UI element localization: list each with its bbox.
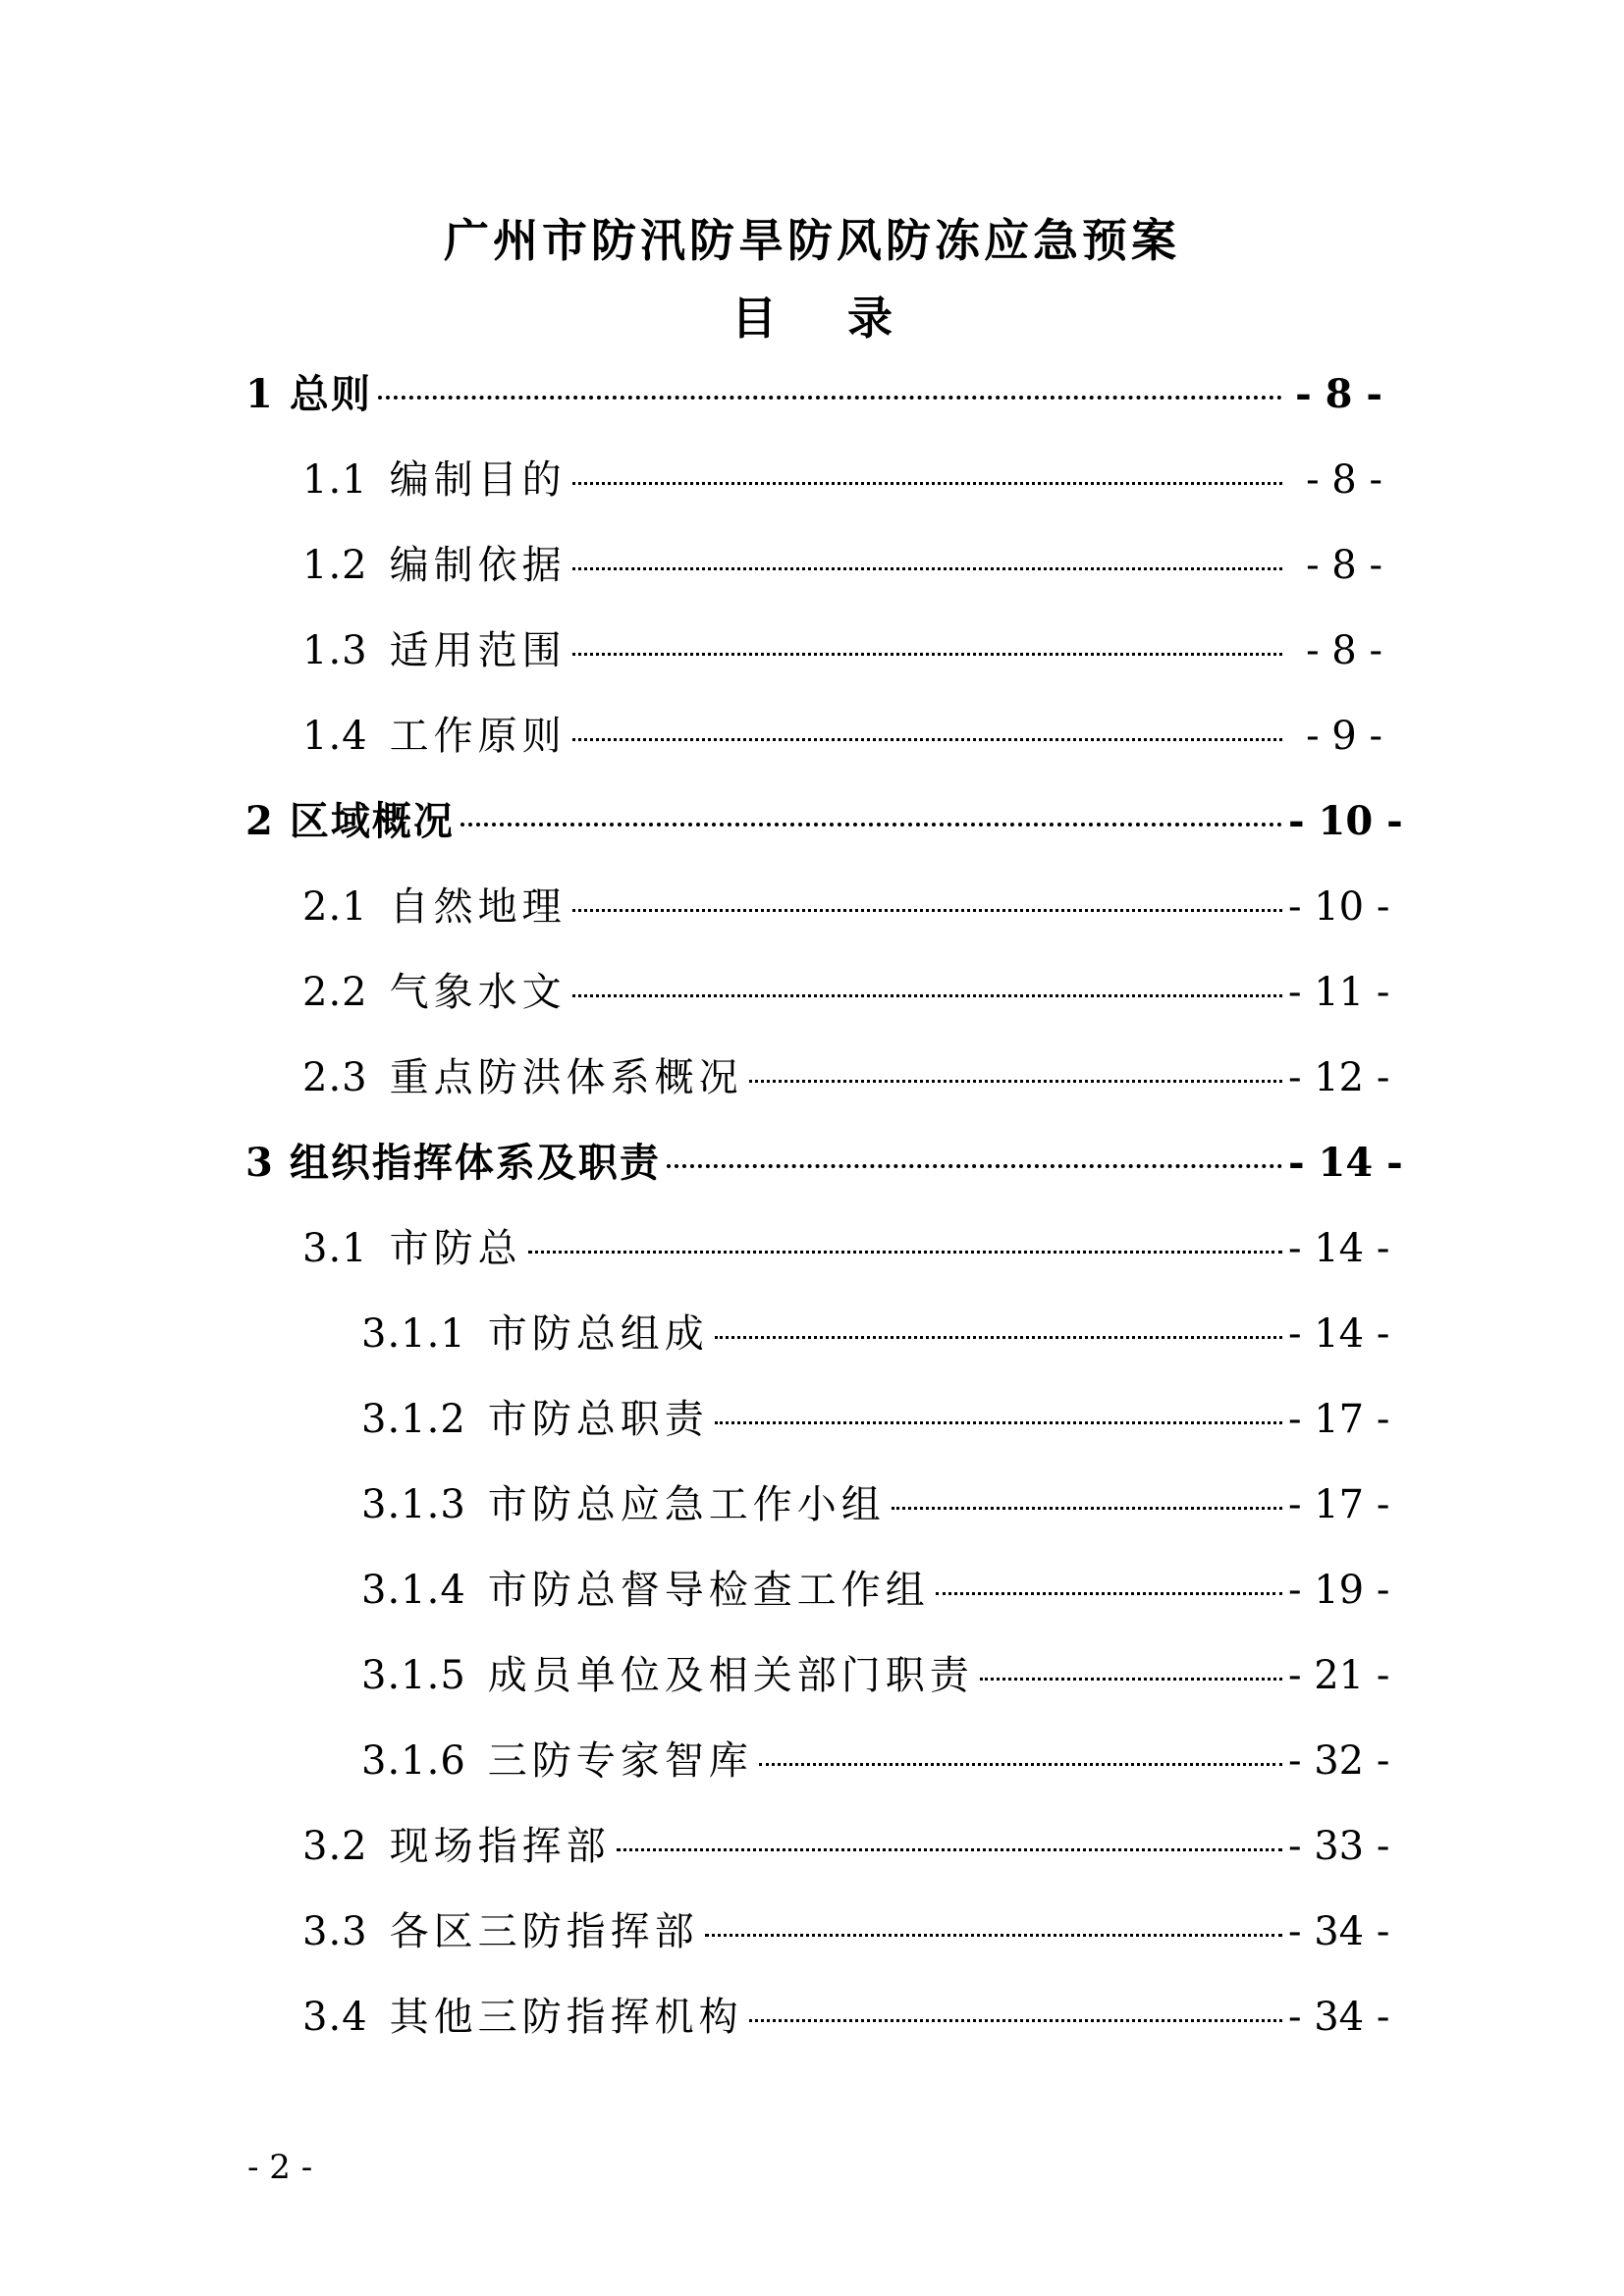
toc-entry-page: - 8 - <box>1306 457 1382 503</box>
toc-entry-number: 3.1.1 <box>361 1311 466 1357</box>
toc-dot-leader <box>572 653 1282 656</box>
toc-entry-label: 重点防洪体系概况 <box>389 1055 743 1100</box>
toc-entry-label: 工作原则 <box>389 714 567 759</box>
toc-entry-page: - 19 - <box>1288 1568 1390 1613</box>
toc-entry-number: 3.1.6 <box>361 1738 466 1784</box>
toc-heading-char-1: 目 <box>731 292 777 345</box>
toc-entry-number: 1 <box>245 371 274 417</box>
toc-heading-char-2: 录 <box>847 292 893 345</box>
toc-entry-number: 3.4 <box>302 1995 368 2040</box>
toc-entry[interactable] <box>361 1732 1624 1790</box>
toc-dot-leader <box>980 1678 1282 1681</box>
toc-entry-page: - 14 - <box>1288 1226 1390 1271</box>
toc-entry[interactable] <box>361 1646 1624 1705</box>
toc-entry-number: 1.4 <box>302 714 368 759</box>
toc-entry[interactable] <box>302 1048 1624 1107</box>
toc-dot-leader <box>378 396 1282 400</box>
toc-dot-leader <box>705 1934 1282 1937</box>
toc-entry[interactable] <box>302 536 1624 595</box>
toc-entry-page: - 32 - <box>1288 1738 1390 1784</box>
toc-entry-label: 自然地理 <box>389 884 567 930</box>
toc-entry[interactable] <box>302 1219 1624 1278</box>
toc-entry-label: 各区三防指挥部 <box>389 1909 699 1954</box>
toc-dot-leader <box>460 823 1282 827</box>
toc-entry-number: 1.1 <box>302 457 368 503</box>
toc-entry[interactable] <box>302 621 1624 680</box>
toc-entry-number: 2.1 <box>302 884 368 930</box>
toc-entry-page: - 34 - <box>1288 1909 1390 1954</box>
toc-entry-page: - 34 - <box>1288 1995 1390 2040</box>
toc-dot-leader <box>572 482 1282 485</box>
toc-dot-leader <box>749 2019 1282 2022</box>
document-title: 广州市防汛防旱防风防冻应急预案 <box>444 214 1180 267</box>
toc-entry-page: - 9 - <box>1306 714 1382 759</box>
toc-entry-number: 1.3 <box>302 628 368 673</box>
toc-dot-leader <box>572 994 1282 997</box>
toc-entry[interactable] <box>361 1475 1624 1534</box>
toc-entry-label: 市防总职责 <box>487 1397 709 1442</box>
toc-entry-label: 市防总应急工作小组 <box>487 1482 886 1527</box>
toc-entry[interactable] <box>302 1988 1624 2047</box>
toc-entry[interactable] <box>245 365 1624 424</box>
toc-entry-label: 三防专家智库 <box>487 1738 753 1784</box>
toc-entry-label: 编制目的 <box>389 457 567 503</box>
toc-dot-leader <box>572 738 1282 741</box>
toc-entry-number: 3.2 <box>302 1824 368 1869</box>
toc-entry-number: 3.1.2 <box>361 1397 466 1442</box>
toc-dot-leader <box>936 1592 1282 1595</box>
toc-entry-label: 市防总组成 <box>487 1311 709 1357</box>
toc-dot-leader <box>528 1251 1282 1254</box>
toc-entry[interactable] <box>361 1305 1624 1363</box>
toc-entry-page: - 17 - <box>1288 1397 1390 1442</box>
toc-entry-number: 3 <box>245 1140 274 1186</box>
toc-entry-page: - 12 - <box>1288 1055 1390 1100</box>
toc-entry[interactable] <box>245 1134 1624 1193</box>
toc-entry-label: 组织指挥体系及职责 <box>289 1140 661 1186</box>
toc-dot-leader <box>617 1848 1282 1851</box>
toc-entry-page: - 8 - <box>1306 628 1382 673</box>
toc-entry-number: 2.2 <box>302 970 368 1015</box>
toc-entry-label: 现场指挥部 <box>389 1824 611 1869</box>
toc-entry-number: 3.1.4 <box>361 1568 466 1613</box>
toc-entry[interactable] <box>361 1390 1624 1449</box>
toc-dot-leader <box>892 1507 1282 1510</box>
toc-entry-number: 3.3 <box>302 1909 368 1954</box>
toc-entry-number: 2.3 <box>302 1055 368 1100</box>
toc-entry-page: - 8 - <box>1295 371 1382 417</box>
toc-dot-leader <box>715 1421 1282 1424</box>
toc-entry-page: - 10 - <box>1288 884 1390 930</box>
toc-entry[interactable] <box>245 792 1624 851</box>
toc-entry-page: - 33 - <box>1288 1824 1390 1869</box>
toc-entry-page: - 11 - <box>1288 970 1390 1015</box>
toc-entry-page: - 10 - <box>1288 798 1403 844</box>
toc-dot-leader <box>572 567 1282 570</box>
toc-dot-leader <box>572 909 1282 912</box>
toc-entry[interactable] <box>361 1561 1624 1620</box>
toc-entry-page: - 21 - <box>1288 1653 1390 1698</box>
toc-entry-number: 1.2 <box>302 543 368 588</box>
toc-entry-number: 3.1 <box>302 1226 368 1271</box>
toc-dot-leader <box>759 1763 1282 1766</box>
toc-entry[interactable] <box>302 451 1624 509</box>
toc-entry-label: 适用范围 <box>389 628 567 673</box>
toc-entry-label: 气象水文 <box>389 970 567 1015</box>
page-number: - 2 - <box>247 2148 313 2187</box>
toc-dot-leader <box>715 1336 1282 1339</box>
toc-entry[interactable] <box>302 963 1624 1022</box>
toc-entry-number: 3.1.3 <box>361 1482 466 1527</box>
toc-entry-label: 市防总督导检查工作组 <box>487 1568 930 1613</box>
toc-entry-label: 区域概况 <box>289 798 455 844</box>
toc-entry-page: - 8 - <box>1306 543 1382 588</box>
toc-entry-label: 总则 <box>289 371 372 417</box>
toc-entry-number: 3.1.5 <box>361 1653 466 1698</box>
toc-entry[interactable] <box>302 1817 1624 1876</box>
toc-entry-page: - 14 - <box>1288 1140 1403 1186</box>
toc-heading <box>0 289 1624 347</box>
toc-entry-label: 编制依据 <box>389 543 567 588</box>
toc-entry[interactable] <box>302 878 1624 936</box>
toc-dot-leader <box>667 1164 1282 1168</box>
toc-dot-leader <box>749 1080 1282 1083</box>
toc-entry-page: - 17 - <box>1288 1482 1390 1527</box>
toc-entry-page: - 14 - <box>1288 1311 1390 1357</box>
toc-entry-label: 其他三防指挥机构 <box>389 1995 743 2040</box>
toc-entry[interactable] <box>302 1902 1624 1961</box>
toc-entry-label: 市防总 <box>389 1226 522 1271</box>
toc-entry-label: 成员单位及相关部门职责 <box>487 1653 974 1698</box>
toc-entry[interactable] <box>302 707 1624 766</box>
toc-entry-number: 2 <box>245 798 274 844</box>
